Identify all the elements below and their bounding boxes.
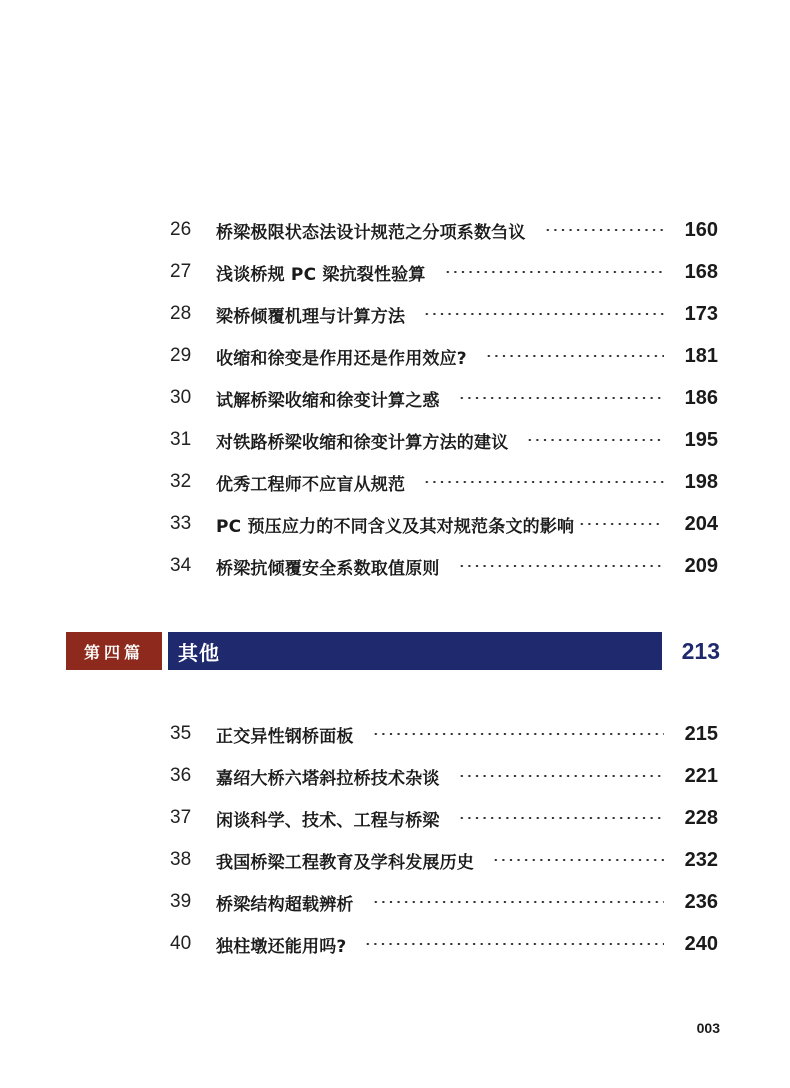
entry-title: PC 预压应力的不同含义及其对规范条文的影响 — [216, 516, 575, 537]
entry-page-number: 195 — [684, 428, 718, 451]
entry-page-number: 204 — [684, 512, 718, 535]
part-tag: 第四篇 — [66, 632, 162, 670]
dot-leader — [458, 397, 664, 399]
entry-number: 26 — [170, 219, 192, 240]
entry-page-number: 209 — [684, 554, 718, 577]
part-header — [66, 632, 662, 670]
entry-page-number: 160 — [684, 218, 718, 241]
entry-number: 32 — [170, 471, 192, 492]
toc-row — [170, 215, 718, 245]
entry-number: 28 — [170, 303, 192, 324]
dot-leader — [423, 481, 664, 483]
entry-title: 嘉绍大桥六塔斜拉桥技术杂谈 — [216, 768, 440, 789]
toc-row — [170, 845, 718, 875]
dot-leader — [372, 733, 664, 735]
entry-page-number: 173 — [684, 302, 718, 325]
dot-leader — [458, 565, 664, 567]
entry-page-number: 168 — [684, 260, 718, 283]
dot-leader — [492, 859, 664, 861]
dot-leader — [578, 523, 664, 525]
toc-row — [170, 719, 718, 749]
entry-title: 浅谈桥规 PC 梁抗裂性验算 — [216, 264, 426, 285]
entry-number: 27 — [170, 261, 192, 282]
toc-row — [170, 467, 718, 497]
entry-page-number: 215 — [684, 722, 718, 745]
entry-title: 闲谈科学、技术、工程与桥梁 — [216, 810, 440, 831]
page-folio: 003 — [696, 1020, 720, 1036]
entry-page-number: 181 — [684, 344, 718, 367]
part-title: 其他 — [168, 632, 662, 670]
dot-leader — [372, 901, 664, 903]
dot-leader — [458, 775, 664, 777]
toc-row — [170, 929, 718, 959]
toc-row — [170, 383, 718, 413]
entry-title: 试解桥梁收缩和徐变计算之惑 — [216, 390, 440, 411]
toc-row — [170, 299, 718, 329]
entry-title: 桥梁极限状态法设计规范之分项系数刍议 — [216, 222, 526, 243]
toc-row — [170, 803, 718, 833]
entry-title: 收缩和徐变是作用还是作用效应? — [216, 348, 467, 369]
entry-title: 正交异性钢桥面板 — [216, 726, 354, 747]
entry-title: 桥梁抗倾覆安全系数取值原则 — [216, 558, 440, 579]
toc-row — [170, 887, 718, 917]
entry-title: 优秀工程师不应盲从规范 — [216, 474, 406, 495]
entry-page-number: 232 — [684, 848, 718, 871]
toc-row — [170, 551, 718, 581]
entry-title: 桥梁结构超载辨析 — [216, 894, 354, 915]
entry-title: 梁桥倾覆机理与计算方法 — [216, 306, 406, 327]
entry-title: 对铁路桥梁收缩和徐变计算方法的建议 — [216, 432, 509, 453]
entry-number: 40 — [170, 933, 192, 954]
toc-row — [170, 761, 718, 791]
entry-number: 35 — [170, 723, 192, 744]
dot-leader — [526, 439, 664, 441]
entry-number: 34 — [170, 555, 192, 576]
entry-number: 30 — [170, 387, 192, 408]
entry-page-number: 186 — [684, 386, 718, 409]
entry-page-number: 228 — [684, 806, 718, 829]
entry-page-number: 221 — [684, 764, 718, 787]
dot-leader — [458, 817, 664, 819]
dot-leader — [444, 271, 664, 273]
toc-row — [170, 509, 718, 539]
toc-row — [170, 257, 718, 287]
entry-number: 38 — [170, 849, 192, 870]
entry-number: 33 — [170, 513, 192, 534]
entry-page-number: 236 — [684, 890, 718, 913]
entry-number: 37 — [170, 807, 192, 828]
part-page-number: 213 — [681, 637, 720, 664]
entry-number: 31 — [170, 429, 192, 450]
entry-number: 39 — [170, 891, 192, 912]
dot-leader — [423, 313, 664, 315]
toc-row — [170, 341, 718, 371]
entry-number: 36 — [170, 765, 192, 786]
dot-leader — [364, 943, 664, 945]
entry-title: 我国桥梁工程教育及学科发展历史 — [216, 852, 474, 873]
dot-leader — [485, 355, 664, 357]
entry-page-number: 240 — [684, 932, 718, 955]
entry-number: 29 — [170, 345, 192, 366]
toc-row — [170, 425, 718, 455]
entry-page-number: 198 — [684, 470, 718, 493]
entry-title: 独柱墩还能用吗? — [216, 936, 347, 957]
dot-leader — [544, 229, 664, 231]
